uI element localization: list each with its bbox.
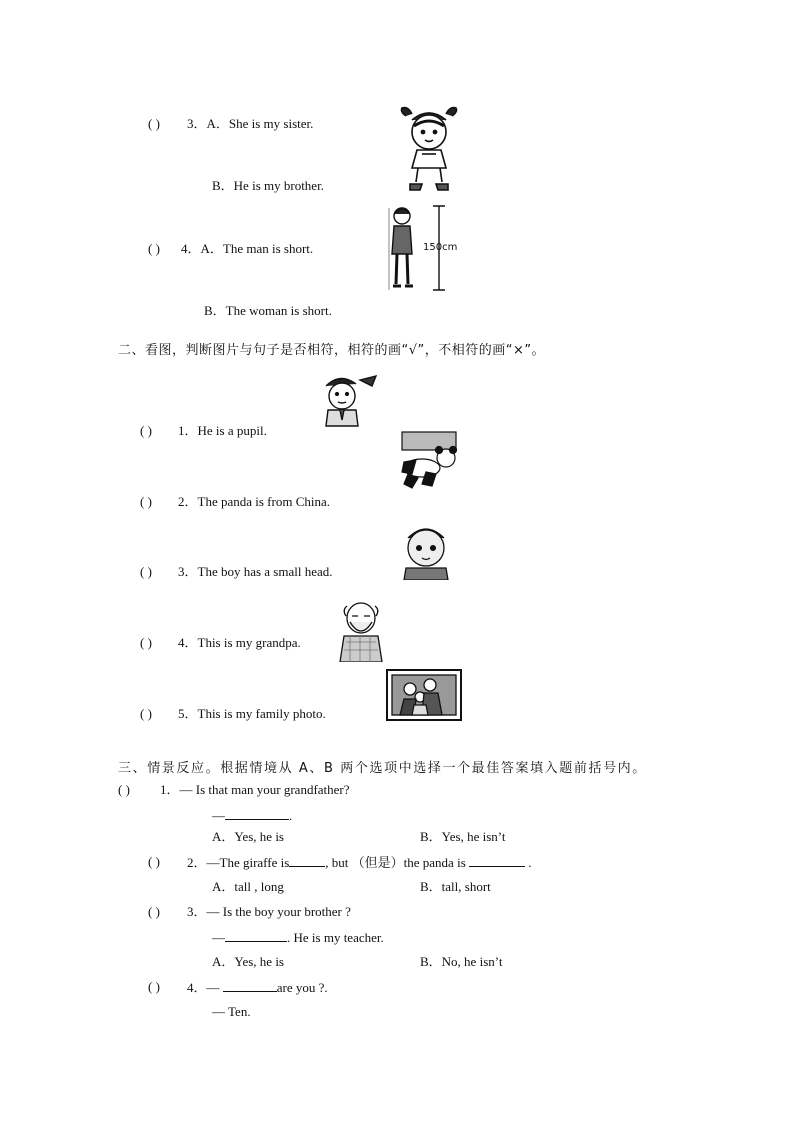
- s3-q2-text: 2．—The giraffe is , but （但是）the panda is .: [187, 855, 532, 870]
- pupil-boy-illustration: [320, 372, 380, 428]
- s2-item1-text: 1．He is a pupil.: [178, 423, 267, 438]
- s3-q1-paren: ( ): [118, 782, 130, 797]
- q4-option-a: 4．A．The man is short.: [181, 241, 314, 256]
- section2-heading: 二、看图，判断图片与句子是否相符，相符的画“√”，不相符的画“×”。: [118, 343, 546, 358]
- s3-q1-text: 1．— Is that man your grandfather?: [160, 782, 350, 797]
- section3-heading: 三、情景反应。根据情境从 A、B 两个选项中选择一个最佳答案填入题前括号内。: [118, 761, 647, 776]
- s2-item3-paren: ( ): [140, 564, 152, 579]
- grandpa-illustration: [336, 600, 386, 662]
- boy-big-head-illustration: [400, 524, 452, 580]
- s2-item4-text: 4．This is my grandpa.: [178, 635, 301, 650]
- s3-q4-text: 4．— are you ?.: [187, 980, 328, 995]
- q4-paren: ( ): [148, 241, 160, 256]
- s2-item5-text: 5．This is my family photo.: [178, 706, 326, 721]
- s3-q2-blank-1[interactable]: [289, 854, 325, 867]
- family-photo-illustration: [386, 669, 462, 721]
- s2-item5-paren: ( ): [140, 706, 152, 721]
- s3-q1-option-b: B．Yes, he isn’t: [420, 829, 506, 844]
- s3-q3-option-a: A．Yes, he is: [212, 954, 284, 969]
- q4-option-b: B．The woman is short.: [204, 303, 332, 318]
- panda-illustration: [398, 430, 468, 490]
- s3-q2-blank-2[interactable]: [469, 854, 525, 867]
- s3-q2-paren: ( ): [148, 854, 160, 869]
- s3-q4-paren: ( ): [148, 979, 160, 994]
- s3-q4-blank[interactable]: [223, 979, 277, 992]
- s3-q2-option-a: A．tall , long: [212, 879, 284, 894]
- man-height-illustration: [385, 202, 461, 294]
- s3-q3-paren: ( ): [148, 904, 160, 919]
- s3-q4-answer: — Ten.: [212, 1004, 251, 1019]
- height-label: 150cm: [423, 242, 458, 253]
- s2-item2-paren: ( ): [140, 494, 152, 509]
- q3-option-b: B．He is my brother.: [212, 178, 324, 193]
- s3-q1-blank[interactable]: [225, 807, 289, 820]
- s2-item4-paren: ( ): [140, 635, 152, 650]
- s2-item3-text: 3．The boy has a small head.: [178, 564, 333, 579]
- girl-pigtails-illustration: [398, 106, 460, 192]
- s3-q2-option-b: B．tall, short: [420, 879, 491, 894]
- s3-q3-answer: — . He is my teacher.: [212, 930, 384, 945]
- s3-q1-answer: — .: [212, 808, 293, 823]
- s3-q3-option-b: B．No, he isn’t: [420, 954, 503, 969]
- s3-q3-text: 3．— Is the boy your brother ?: [187, 904, 351, 919]
- q3-option-a: 3．A．She is my sister.: [187, 116, 314, 131]
- q3-paren: ( ): [148, 116, 160, 131]
- s2-item2-text: 2．The panda is from China.: [178, 494, 330, 509]
- s3-q3-blank[interactable]: [225, 929, 287, 942]
- s3-q1-option-a: A．Yes, he is: [212, 829, 284, 844]
- s2-item1-paren: ( ): [140, 423, 152, 438]
